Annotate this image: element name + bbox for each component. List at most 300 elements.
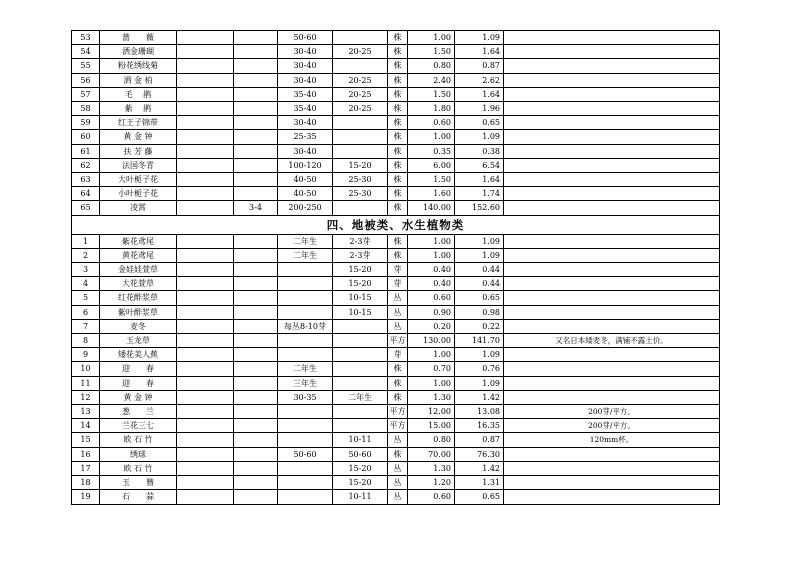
cell-price-with-tax: 0.76 — [455, 362, 504, 376]
cell-col-spec-b: 30-40 — [278, 59, 333, 73]
table-row — [72, 144, 720, 158]
cell-price-with-tax: 0.65 — [455, 116, 504, 130]
cell-note — [504, 59, 720, 73]
cell-note — [504, 187, 720, 201]
cell-note — [504, 376, 720, 390]
cell-col-spec-a — [234, 447, 278, 461]
table-row — [72, 390, 720, 404]
cell-row-number: 65 — [72, 201, 100, 215]
cell-plant-name: 洒金珊瑚 — [100, 45, 177, 59]
cell-col-spec-c — [333, 405, 388, 419]
cell-plant-name: 黄 金 钟 — [100, 130, 177, 144]
cell-plant-name: 兰花三七 — [100, 419, 177, 433]
cell-col-spec-b — [278, 334, 333, 348]
cell-unit: 株 — [388, 31, 408, 45]
cell-price-with-tax: 76.30 — [455, 447, 504, 461]
cell-row-number: 3 — [72, 263, 100, 277]
cell-note — [504, 319, 720, 333]
cell-unit: 丛 — [388, 433, 408, 447]
cell-plant-name: 大叶栀子花 — [100, 173, 177, 187]
cell-col-blank-1 — [177, 419, 234, 433]
cell-row-number: 4 — [72, 277, 100, 291]
cell-col-spec-c: 50-60 — [333, 447, 388, 461]
cell-col-spec-c — [333, 419, 388, 433]
cell-col-blank-1 — [177, 376, 234, 390]
cell-note — [504, 348, 720, 362]
cell-col-spec-a — [234, 102, 278, 116]
cell-col-spec-c — [333, 116, 388, 130]
cell-col-spec-c: 20-25 — [333, 102, 388, 116]
cell-col-spec-c: 2-3芽 — [333, 248, 388, 262]
cell-col-spec-b — [278, 291, 333, 305]
cell-col-blank-1 — [177, 234, 234, 248]
cell-col-spec-c — [333, 362, 388, 376]
section-title: 四、地被类、水生植物类 — [72, 215, 720, 234]
cell-price-with-tax: 13.08 — [455, 405, 504, 419]
cell-row-number: 64 — [72, 187, 100, 201]
cell-note — [504, 158, 720, 172]
cell-price: 0.35 — [408, 144, 455, 158]
cell-plant-name: 洒 金 柏 — [100, 73, 177, 87]
cell-col-spec-c — [333, 319, 388, 333]
cell-col-spec-c: 10-15 — [333, 291, 388, 305]
cell-unit: 株 — [388, 376, 408, 390]
cell-note — [504, 130, 720, 144]
table-row — [72, 263, 720, 277]
cell-price: 70.00 — [408, 447, 455, 461]
cell-price-with-tax: 0.65 — [455, 291, 504, 305]
cell-row-number: 54 — [72, 45, 100, 59]
table-row — [72, 248, 720, 262]
cell-plant-name: 小叶栀子花 — [100, 187, 177, 201]
cell-col-spec-a — [234, 319, 278, 333]
cell-col-blank-1 — [177, 305, 234, 319]
cell-row-number: 56 — [72, 73, 100, 87]
cell-col-spec-b — [278, 490, 333, 504]
table-row — [72, 433, 720, 447]
cell-col-spec-a — [234, 376, 278, 390]
cell-plant-name: 欧 石 竹 — [100, 461, 177, 475]
cell-note — [504, 173, 720, 187]
cell-col-spec-c: 2-3芽 — [333, 234, 388, 248]
table-row — [72, 419, 720, 433]
cell-col-spec-a — [234, 390, 278, 404]
cell-note — [504, 263, 720, 277]
cell-row-number: 1 — [72, 234, 100, 248]
cell-price-with-tax: 0.38 — [455, 144, 504, 158]
cell-row-number: 9 — [72, 348, 100, 362]
cell-price: 130.00 — [408, 334, 455, 348]
table-row — [72, 461, 720, 475]
table-body-groundcover — [72, 234, 720, 504]
cell-col-spec-a — [234, 334, 278, 348]
cell-col-spec-b: 40-50 — [278, 173, 333, 187]
cell-col-spec-c: 25-30 — [333, 187, 388, 201]
cell-price: 1.00 — [408, 130, 455, 144]
cell-unit: 株 — [388, 130, 408, 144]
cell-unit: 株 — [388, 73, 408, 87]
cell-price: 0.40 — [408, 263, 455, 277]
cell-plant-name: 矮花美人蕉 — [100, 348, 177, 362]
table-row — [72, 376, 720, 390]
cell-price-with-tax: 0.22 — [455, 319, 504, 333]
table-row — [72, 102, 720, 116]
cell-price-with-tax: 0.98 — [455, 305, 504, 319]
cell-price-with-tax: 152.60 — [455, 201, 504, 215]
cell-price: 0.60 — [408, 291, 455, 305]
cell-row-number: 62 — [72, 158, 100, 172]
cell-col-spec-c: 10-11 — [333, 433, 388, 447]
cell-note: 又名日本矮麦冬，满铺不露土价。 — [504, 334, 720, 348]
cell-col-spec-a — [234, 45, 278, 59]
cell-col-spec-c — [333, 59, 388, 73]
cell-col-spec-a — [234, 87, 278, 101]
cell-unit: 株 — [388, 144, 408, 158]
cell-col-spec-a — [234, 277, 278, 291]
cell-note — [504, 291, 720, 305]
cell-note — [504, 248, 720, 262]
cell-col-blank-1 — [177, 334, 234, 348]
cell-col-spec-b — [278, 405, 333, 419]
cell-col-blank-1 — [177, 248, 234, 262]
cell-row-number: 8 — [72, 334, 100, 348]
cell-price: 1.60 — [408, 187, 455, 201]
cell-price: 0.20 — [408, 319, 455, 333]
cell-note: 200芽/平方。 — [504, 419, 720, 433]
table-row — [72, 234, 720, 248]
cell-col-blank-1 — [177, 187, 234, 201]
cell-price: 15.00 — [408, 419, 455, 433]
cell-unit: 株 — [388, 173, 408, 187]
cell-col-blank-1 — [177, 130, 234, 144]
cell-row-number: 58 — [72, 102, 100, 116]
cell-unit: 株 — [388, 158, 408, 172]
cell-col-spec-a — [234, 291, 278, 305]
table-row — [72, 476, 720, 490]
cell-col-blank-1 — [177, 31, 234, 45]
cell-col-spec-b: 100-120 — [278, 158, 333, 172]
cell-note — [504, 31, 720, 45]
cell-row-number: 6 — [72, 305, 100, 319]
cell-price-with-tax: 1.64 — [455, 173, 504, 187]
cell-note — [504, 461, 720, 475]
cell-row-number: 17 — [72, 461, 100, 475]
cell-plant-name: 黄 金 钟 — [100, 390, 177, 404]
cell-col-spec-c: 15-20 — [333, 461, 388, 475]
section-header-row — [72, 215, 720, 234]
table-row — [72, 334, 720, 348]
cell-unit: 丛 — [388, 490, 408, 504]
cell-col-spec-b: 三年生 — [278, 376, 333, 390]
cell-note — [504, 87, 720, 101]
table-row — [72, 116, 720, 130]
cell-row-number: 16 — [72, 447, 100, 461]
cell-col-spec-a — [234, 263, 278, 277]
cell-col-blank-1 — [177, 263, 234, 277]
cell-price-with-tax: 1.64 — [455, 45, 504, 59]
cell-price: 0.40 — [408, 277, 455, 291]
cell-col-spec-b: 40-50 — [278, 187, 333, 201]
cell-note — [504, 476, 720, 490]
cell-note — [504, 73, 720, 87]
cell-col-spec-b — [278, 348, 333, 362]
cell-col-spec-b: 35-40 — [278, 102, 333, 116]
cell-plant-name: 玉 簪 — [100, 476, 177, 490]
cell-col-spec-a — [234, 405, 278, 419]
cell-price: 0.80 — [408, 59, 455, 73]
table-row — [72, 447, 720, 461]
cell-row-number: 59 — [72, 116, 100, 130]
cell-col-spec-b — [278, 433, 333, 447]
cell-note: 200芽/平方。 — [504, 405, 720, 419]
cell-plant-name: 黄花鸢尾 — [100, 248, 177, 262]
cell-price: 1.30 — [408, 461, 455, 475]
cell-unit: 株 — [388, 102, 408, 116]
cell-unit: 芽 — [388, 263, 408, 277]
cell-row-number: 53 — [72, 31, 100, 45]
cell-col-spec-c — [333, 201, 388, 215]
cell-col-spec-a — [234, 234, 278, 248]
cell-unit: 株 — [388, 59, 408, 73]
cell-unit: 丛 — [388, 319, 408, 333]
cell-price-with-tax: 1.09 — [455, 130, 504, 144]
cell-plant-name: 扶 芳 藤 — [100, 144, 177, 158]
cell-plant-name: 凌霄 — [100, 201, 177, 215]
cell-plant-name: 毛 鹃 — [100, 87, 177, 101]
cell-col-blank-1 — [177, 201, 234, 215]
cell-col-spec-c: 15-20 — [333, 158, 388, 172]
cell-col-spec-a — [234, 73, 278, 87]
cell-price-with-tax: 1.42 — [455, 390, 504, 404]
cell-price: 0.70 — [408, 362, 455, 376]
cell-plant-name: 红花酢浆草 — [100, 291, 177, 305]
cell-unit: 株 — [388, 447, 408, 461]
table-body-shrubs — [72, 31, 720, 216]
cell-plant-name: 石 蒜 — [100, 490, 177, 504]
cell-unit: 丛 — [388, 291, 408, 305]
cell-price-with-tax: 1.31 — [455, 476, 504, 490]
cell-price: 0.60 — [408, 490, 455, 504]
cell-price: 1.00 — [408, 248, 455, 262]
cell-price-with-tax: 1.09 — [455, 31, 504, 45]
cell-price-with-tax: 6.54 — [455, 158, 504, 172]
cell-price-with-tax: 1.09 — [455, 376, 504, 390]
cell-col-spec-b: 50-60 — [278, 31, 333, 45]
cell-plant-name: 粉花绣线菊 — [100, 59, 177, 73]
cell-unit: 平方 — [388, 405, 408, 419]
cell-price-with-tax: 0.44 — [455, 263, 504, 277]
table-row — [72, 173, 720, 187]
table-row — [72, 348, 720, 362]
cell-col-spec-b: 50-60 — [278, 447, 333, 461]
cell-col-blank-1 — [177, 277, 234, 291]
cell-note — [504, 362, 720, 376]
cell-col-blank-1 — [177, 173, 234, 187]
cell-price-with-tax: 0.87 — [455, 433, 504, 447]
cell-plant-name: 紫叶酢浆草 — [100, 305, 177, 319]
cell-col-spec-b: 每丛8-10芽 — [278, 319, 333, 333]
cell-col-spec-c: 20-25 — [333, 45, 388, 59]
cell-unit: 平方 — [388, 419, 408, 433]
cell-col-blank-1 — [177, 390, 234, 404]
cell-price: 0.90 — [408, 305, 455, 319]
cell-col-spec-c: 15-20 — [333, 476, 388, 490]
cell-price-with-tax: 141.70 — [455, 334, 504, 348]
cell-row-number: 12 — [72, 390, 100, 404]
cell-col-spec-b — [278, 476, 333, 490]
cell-unit: 株 — [388, 45, 408, 59]
cell-plant-name: 红王子锦带 — [100, 116, 177, 130]
cell-price-with-tax: 16.35 — [455, 419, 504, 433]
cell-col-blank-1 — [177, 319, 234, 333]
cell-col-spec-b: 35-40 — [278, 87, 333, 101]
cell-col-spec-a: 3-4 — [234, 201, 278, 215]
cell-col-spec-b: 30-35 — [278, 390, 333, 404]
cell-unit: 丛 — [388, 461, 408, 475]
cell-note — [504, 201, 720, 215]
cell-col-spec-b — [278, 461, 333, 475]
cell-col-spec-a — [234, 248, 278, 262]
cell-col-spec-b: 二年生 — [278, 362, 333, 376]
cell-plant-name: 紫花鸢尾 — [100, 234, 177, 248]
cell-row-number: 14 — [72, 419, 100, 433]
cell-unit: 丛 — [388, 476, 408, 490]
cell-plant-name: 绣球 — [100, 447, 177, 461]
table-row — [72, 158, 720, 172]
table-row — [72, 201, 720, 215]
cell-price: 1.50 — [408, 173, 455, 187]
cell-unit: 平方 — [388, 334, 408, 348]
cell-col-blank-1 — [177, 116, 234, 130]
cell-price: 140.00 — [408, 201, 455, 215]
cell-col-spec-c: 20-25 — [333, 73, 388, 87]
section-header-group — [72, 215, 720, 234]
plant-price-table — [71, 30, 720, 505]
cell-row-number: 19 — [72, 490, 100, 504]
cell-row-number: 63 — [72, 173, 100, 187]
cell-plant-name: 葱 兰 — [100, 405, 177, 419]
cell-col-spec-a — [234, 144, 278, 158]
cell-price: 0.60 — [408, 116, 455, 130]
cell-col-blank-1 — [177, 73, 234, 87]
cell-row-number: 18 — [72, 476, 100, 490]
cell-col-spec-c: 二年生 — [333, 390, 388, 404]
cell-col-spec-c: 10-11 — [333, 490, 388, 504]
cell-col-blank-1 — [177, 490, 234, 504]
cell-col-spec-b — [278, 277, 333, 291]
cell-unit: 株 — [388, 248, 408, 262]
cell-row-number: 11 — [72, 376, 100, 390]
cell-unit: 株 — [388, 390, 408, 404]
cell-col-spec-a — [234, 305, 278, 319]
cell-col-spec-b: 30-40 — [278, 144, 333, 158]
cell-price: 1.00 — [408, 376, 455, 390]
cell-plant-name: 麦冬 — [100, 319, 177, 333]
cell-plant-name: 法国冬青 — [100, 158, 177, 172]
cell-unit: 丛 — [388, 305, 408, 319]
cell-col-spec-c — [333, 130, 388, 144]
table-row — [72, 291, 720, 305]
cell-note: 120mm杯。 — [504, 433, 720, 447]
cell-price: 12.00 — [408, 405, 455, 419]
cell-col-blank-1 — [177, 461, 234, 475]
cell-row-number: 61 — [72, 144, 100, 158]
table-row — [72, 362, 720, 376]
cell-price: 1.00 — [408, 348, 455, 362]
cell-price-with-tax: 0.44 — [455, 277, 504, 291]
cell-col-blank-1 — [177, 87, 234, 101]
table-row — [72, 73, 720, 87]
cell-col-spec-a — [234, 158, 278, 172]
table-row — [72, 405, 720, 419]
table-row — [72, 490, 720, 504]
cell-note — [504, 390, 720, 404]
cell-unit: 株 — [388, 187, 408, 201]
cell-note — [504, 447, 720, 461]
cell-col-blank-1 — [177, 102, 234, 116]
cell-col-spec-b: 30-40 — [278, 73, 333, 87]
cell-plant-name: 迎 春 — [100, 362, 177, 376]
cell-note — [504, 116, 720, 130]
cell-col-spec-a — [234, 419, 278, 433]
cell-price: 0.80 — [408, 433, 455, 447]
cell-row-number: 7 — [72, 319, 100, 333]
cell-plant-name: 玉龙草 — [100, 334, 177, 348]
cell-col-spec-b — [278, 305, 333, 319]
cell-col-blank-1 — [177, 144, 234, 158]
cell-col-blank-1 — [177, 433, 234, 447]
cell-col-spec-c: 15-20 — [333, 263, 388, 277]
cell-plant-name: 蔷 薇 — [100, 31, 177, 45]
cell-row-number: 60 — [72, 130, 100, 144]
cell-price-with-tax: 1.64 — [455, 87, 504, 101]
cell-unit: 芽 — [388, 277, 408, 291]
table-row — [72, 45, 720, 59]
cell-price: 1.00 — [408, 234, 455, 248]
table-row — [72, 187, 720, 201]
cell-col-spec-c: 10-15 — [333, 305, 388, 319]
cell-row-number: 15 — [72, 433, 100, 447]
cell-note — [504, 102, 720, 116]
cell-col-spec-a — [234, 116, 278, 130]
cell-price: 1.20 — [408, 476, 455, 490]
cell-col-spec-a — [234, 348, 278, 362]
cell-col-blank-1 — [177, 447, 234, 461]
cell-col-spec-a — [234, 362, 278, 376]
cell-col-blank-1 — [177, 362, 234, 376]
cell-col-spec-b — [278, 263, 333, 277]
cell-price: 1.30 — [408, 390, 455, 404]
cell-unit: 株 — [388, 234, 408, 248]
cell-col-spec-a — [234, 130, 278, 144]
cell-price: 1.50 — [408, 45, 455, 59]
cell-col-spec-a — [234, 31, 278, 45]
cell-price-with-tax: 1.09 — [455, 234, 504, 248]
cell-row-number: 10 — [72, 362, 100, 376]
cell-price-with-tax: 1.42 — [455, 461, 504, 475]
cell-col-spec-b — [278, 419, 333, 433]
cell-price-with-tax: 1.96 — [455, 102, 504, 116]
cell-row-number: 2 — [72, 248, 100, 262]
cell-price: 1.00 — [408, 31, 455, 45]
cell-note — [504, 305, 720, 319]
cell-col-spec-c — [333, 144, 388, 158]
table-row — [72, 305, 720, 319]
cell-col-spec-b: 30-40 — [278, 116, 333, 130]
table-row — [72, 59, 720, 73]
cell-note — [504, 45, 720, 59]
cell-row-number: 13 — [72, 405, 100, 419]
